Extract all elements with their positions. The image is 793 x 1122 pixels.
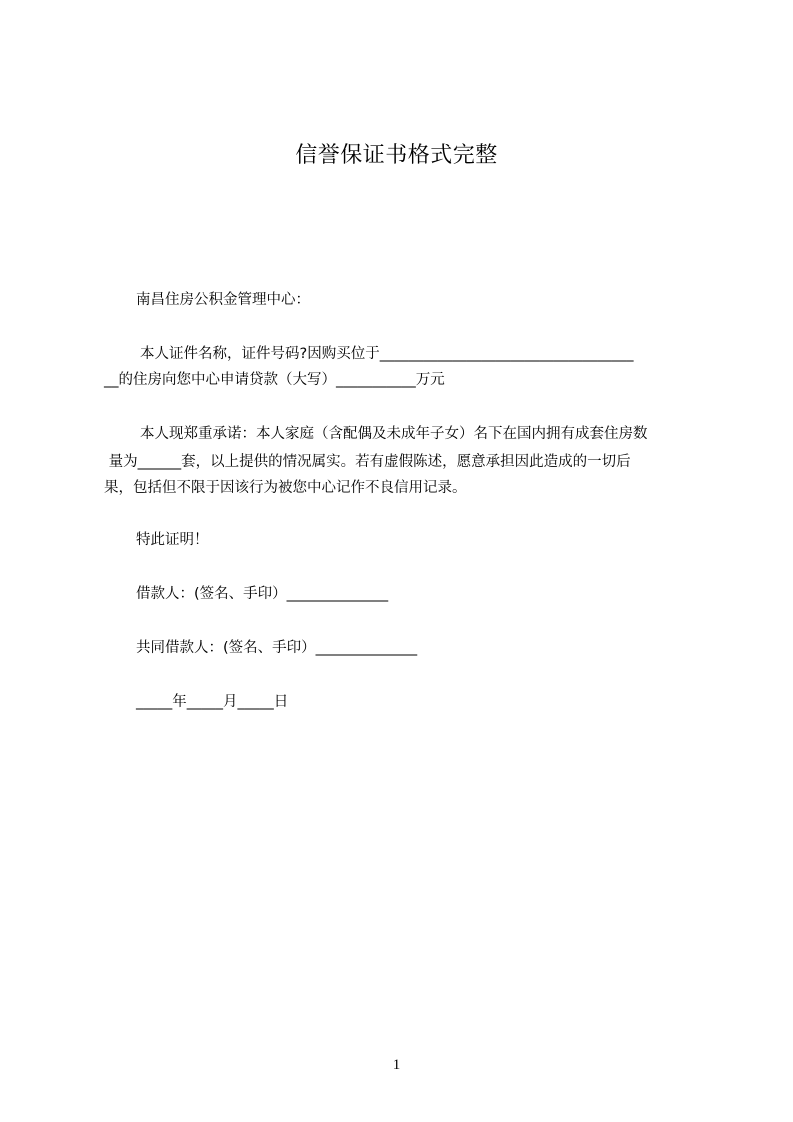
paragraph2-line2: 量为______套，以上提供的情况属实。若有虚假陈述，愿意承担因此造成的一切后 xyxy=(104,454,631,470)
paragraph1-line1: 本人证件名称，证件号码?因购买位于___________________________________ xyxy=(140,346,634,362)
addressee-line: 南昌住房公积金管理中心： xyxy=(136,292,310,308)
date-line: _____年_____月_____日 xyxy=(136,694,289,710)
paragraph2-line3: 果，包括但不限于因该行为被您中心记作不良信用记录。 xyxy=(104,480,467,496)
closing-line: 特此证明！ xyxy=(136,532,209,548)
paragraph1-line2: __的住房向您中心申请贷款（大写）___________万元 xyxy=(104,372,445,388)
paragraph2-line1: 本人现郑重承诺：本人家庭（含配偶及未成年子女）名下在国内拥有成套住房数 xyxy=(140,426,648,442)
borrower-signature-line: 借款人：(签名、手印）______________ xyxy=(136,586,389,602)
co-borrower-signature-line: 共同借款人：(签名、手印）______________ xyxy=(136,640,418,656)
page-number: 1 xyxy=(392,1057,401,1073)
document-title: 信誉保证书格式完整 xyxy=(295,143,498,168)
